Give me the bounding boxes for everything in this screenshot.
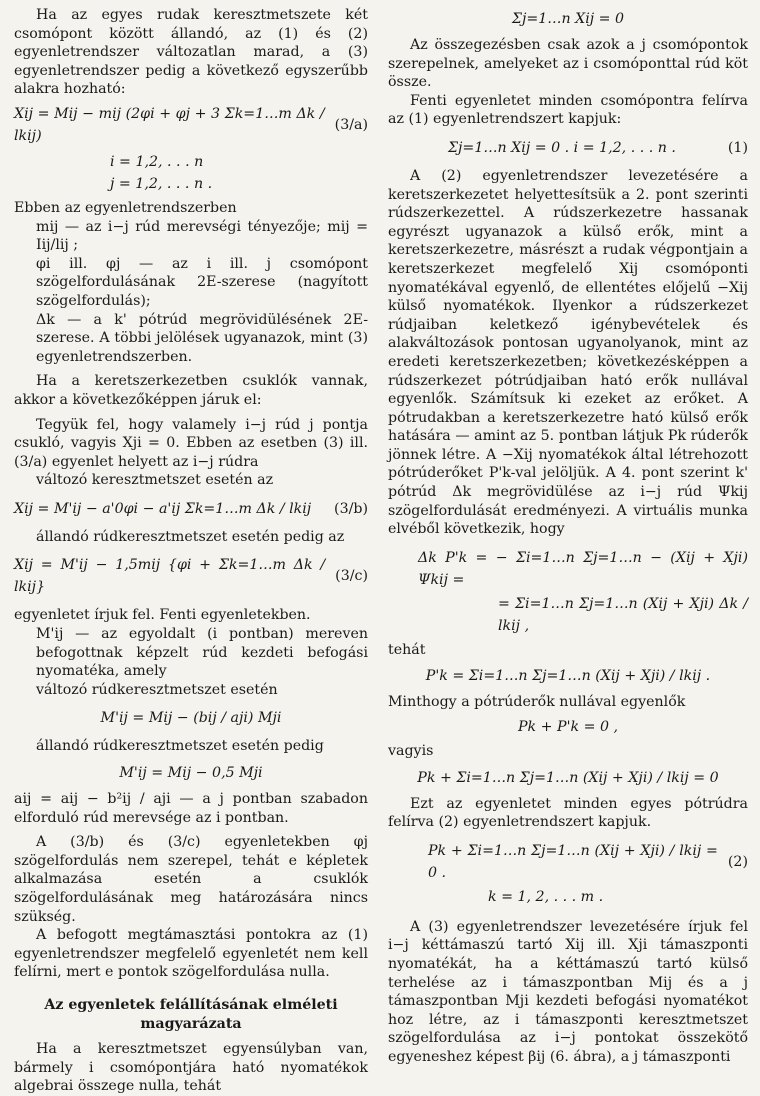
- equation-1-number: (1): [727, 139, 748, 156]
- definition-delta: Δk — a k' pótrúd megrövidülésének 2E-szerese. A többi jelölések ugyanazok, mint (3) egyenletrendszerben.: [36, 311, 368, 365]
- where-intro: Ebben az egyenletrendszerben: [14, 199, 237, 216]
- definition-mprime: M'ij — az egyoldalt (i pontban) mereven befogottnak képzelt rúd kezdeti befogási nyomatéka, amely: [36, 626, 368, 680]
- right-column: [388, 6, 748, 1067]
- equation-3b-number: (3/b): [334, 500, 368, 517]
- equation-3c: [14, 554, 368, 598]
- variable-section-label: változó keresztmetszet esetén az: [36, 472, 274, 489]
- equation-3b-body: Xij = M'ij − a'0φi − a'ij Σk=1…m Δk / lkij: [14, 500, 312, 517]
- equation-3b: [14, 498, 368, 520]
- hence-label: tehát: [388, 641, 426, 658]
- definition-a: aij = aij − b²ij / aji — a j pontban szabadon elforduló rúd merevsége az i pontban.: [14, 791, 368, 826]
- intro-paragraph: Ha az egyes rudak keresztmetszete két csomópont között állandó, az (1) és (2) egyenletrendszer változatlan marad, a (3) egyenletrendszer pedig a következő egyszerűbb alakra hozható:: [14, 7, 368, 98]
- sum-note: Az összegezésben csak azok a j csomópontok szerepelnek, amelyeket az i csomóponttal rúd köt össze.: [388, 37, 748, 91]
- equation-2-number: (2): [727, 853, 748, 870]
- equation-sum: Σj=1…n Xij = 0: [511, 11, 625, 27]
- equation-3c-body: Xij = M'ij − 1,5mij {φi + Σk=1…m Δk / lkij}: [14, 557, 326, 596]
- support-paragraph: A befogott megtámasztási pontokra az (1) egyenletrendszer megfelelő egyenletét nem kell felírni, mert e pontok szögelfordulása nulla.: [14, 927, 368, 981]
- section-heading: Az egyenletek felállításának elméleti magyarázata: [44, 996, 338, 1032]
- equation-zero: Pk + P'k = 0 ,: [517, 719, 619, 736]
- equation-full: Pk + Σi=1…n Σj=1…n (Xij + Xji) / lkij = 0: [417, 769, 719, 786]
- equation-3a-j-range: j = 1,2, . . . n .: [110, 175, 213, 192]
- definition-m: mij — az i−j rúd merevségi tényezője; mij = Iij/lij ;: [36, 218, 368, 254]
- equation-2-k-range: k = 1, 2, . . . m .: [488, 888, 604, 905]
- or-label: vagyis: [388, 743, 434, 760]
- paragraph-3: A (3) egyenletrendszer levezetésére írjuk fel i−j kéttámaszú tartó Xij ill. Xji támaszponti nyomatékát, ha a kéttámaszú tartó külső terhelése az i támaszpontban Mij és a j támaszpontban Mji kezdeti befogási nyomatékot hoz létre, az i támaszponti keresztmetszet szögelfordulása az i−j pontokat összekötő egyeneshez képest βij (6. ábra), a j támaszponti: [388, 918, 748, 1065]
- equation-work-2: = Σi=1…n Σj=1…n (Xij + Xji) Δk / lkij ,: [498, 595, 748, 634]
- constant-section-label-2: állandó rúdkeresztmetszet esetén pedig: [36, 738, 324, 755]
- constant-section-label: állandó rúdkeresztmetszet esetén pedig az: [36, 528, 345, 545]
- equation-pk: P'k = Σi=1…n Σj=1…n (Xij + Xji) / lkij .: [425, 668, 711, 685]
- equation-1-body: Σj=1…n Xij = 0 . i = 1,2, . . . n .: [448, 139, 676, 156]
- equation-3a-i-range: i = 1,2, . . . n: [110, 153, 204, 170]
- equation-mprime-2: M'ij = Mij − 0,5 Mji: [119, 765, 263, 782]
- write-all-paragraph: Fenti egyenletet minden csomópontra felírva az (1) egyenletrendszert kapjuk:: [388, 92, 748, 128]
- equation-1: [448, 137, 748, 159]
- equation-2: [428, 840, 748, 884]
- write-equation-text: egyenletet írjuk fel. Fenti egyenletekben.: [14, 607, 311, 624]
- left-column: [14, 6, 368, 1096]
- equation-3a: [14, 103, 368, 147]
- note-paragraph: A (3/b) és (3/c) egyenletekben φj szögelfordulás nem szerepel, tehát e képletek alkalmazása esetén a csuklók szögelfordulásának meg határozására nincs szükség.: [14, 834, 368, 925]
- equation-work-1: Δk P'k = − Σi=1…n Σj=1…n − (Xij + Xji) Ψkij =: [418, 549, 748, 588]
- since-label: Minthogy a pótrúderők nullával egyenlők: [388, 694, 686, 711]
- final-paragraph: Ha a keresztmetszet egyensúlyban van, bármely i csomópontjára ható nyomatékok algebrai összege nulla, tehát: [14, 1040, 368, 1095]
- paragraph-2: A (2) egyenletrendszer levezetésére a keretszerkezetet helyettesítsük a 2. pont szerinti rúdszerkezettel. A rúdszerkezetre hassanak egyrészt ugyanazok a külső erők, mint a keretszerkezetre, másrészt a rudak végpontjain a keretszerkezet megfelelő Xij csomóponti nyomatékával egyenlő, de ellentétes előjelű −Xij külső nyomatékok. Ilyenkor a rúdszerkezet rúdjaiban keletkező igénybevételek és alakváltozások pontosan ugyanolyanok, mint az eredeti keretszerkezetben; következésképpen a rúdszerkezet pótrúdjaiban ható erők nullával egyenlők. Számítsuk ki ezeket az erőket. A pótrudakban a keretszerkezetre ható külső erők hatására — amint az 5. pontban látjuk Pk rúderők jönnek létre. A −Xij nyomatékok által létrehozott pótrúderőket P'k-val jelöljük. A 4. pont szerint k' pótrúd Δk megrövidülése az i−j rúd Ψkij szögelfordulását eredményezi. A virtuális munka elvéből következik, hogy: [388, 167, 748, 538]
- equation-mprime-1: M'ij = Mij − (bij / aji) Mji: [100, 710, 282, 727]
- variable-section-label-2: változó rúdkeresztmetszet esetén: [36, 681, 278, 698]
- equation-2-body: Pk + Σi=1…n Σj=1…n (Xij + Xji) / lkij = 0 .: [428, 842, 718, 881]
- write-each-paragraph: Ezt az egyenletet minden egyes pótrúdra felírva (2) egyenletrendszert kapjuk.: [388, 795, 748, 831]
- equation-3c-number: (3/c): [335, 568, 368, 585]
- equation-3a-body: Xij = Mij − mij (2φi + φj + 3 Σk=1…m Δk / lkij): [14, 105, 325, 144]
- equation-3a-number: (3/a): [334, 116, 368, 133]
- definition-phi: φi ill. φj — az i ill. j csomópont szögelfordulásának 2E-szerese (nagyított szögelfordulás);: [36, 255, 368, 309]
- joint-intro: Ha a keretszerkezetben csuklók vannak, akkor a következőképpen járuk el:: [14, 373, 368, 408]
- assume-paragraph: Tegyük fel, hogy valamely i−j rúd j pontja csukló, vagyis Xji = 0. Ebben az esetben (3) ill. (3/a) egyenlet helyett az i−j rúdra: [14, 416, 368, 470]
